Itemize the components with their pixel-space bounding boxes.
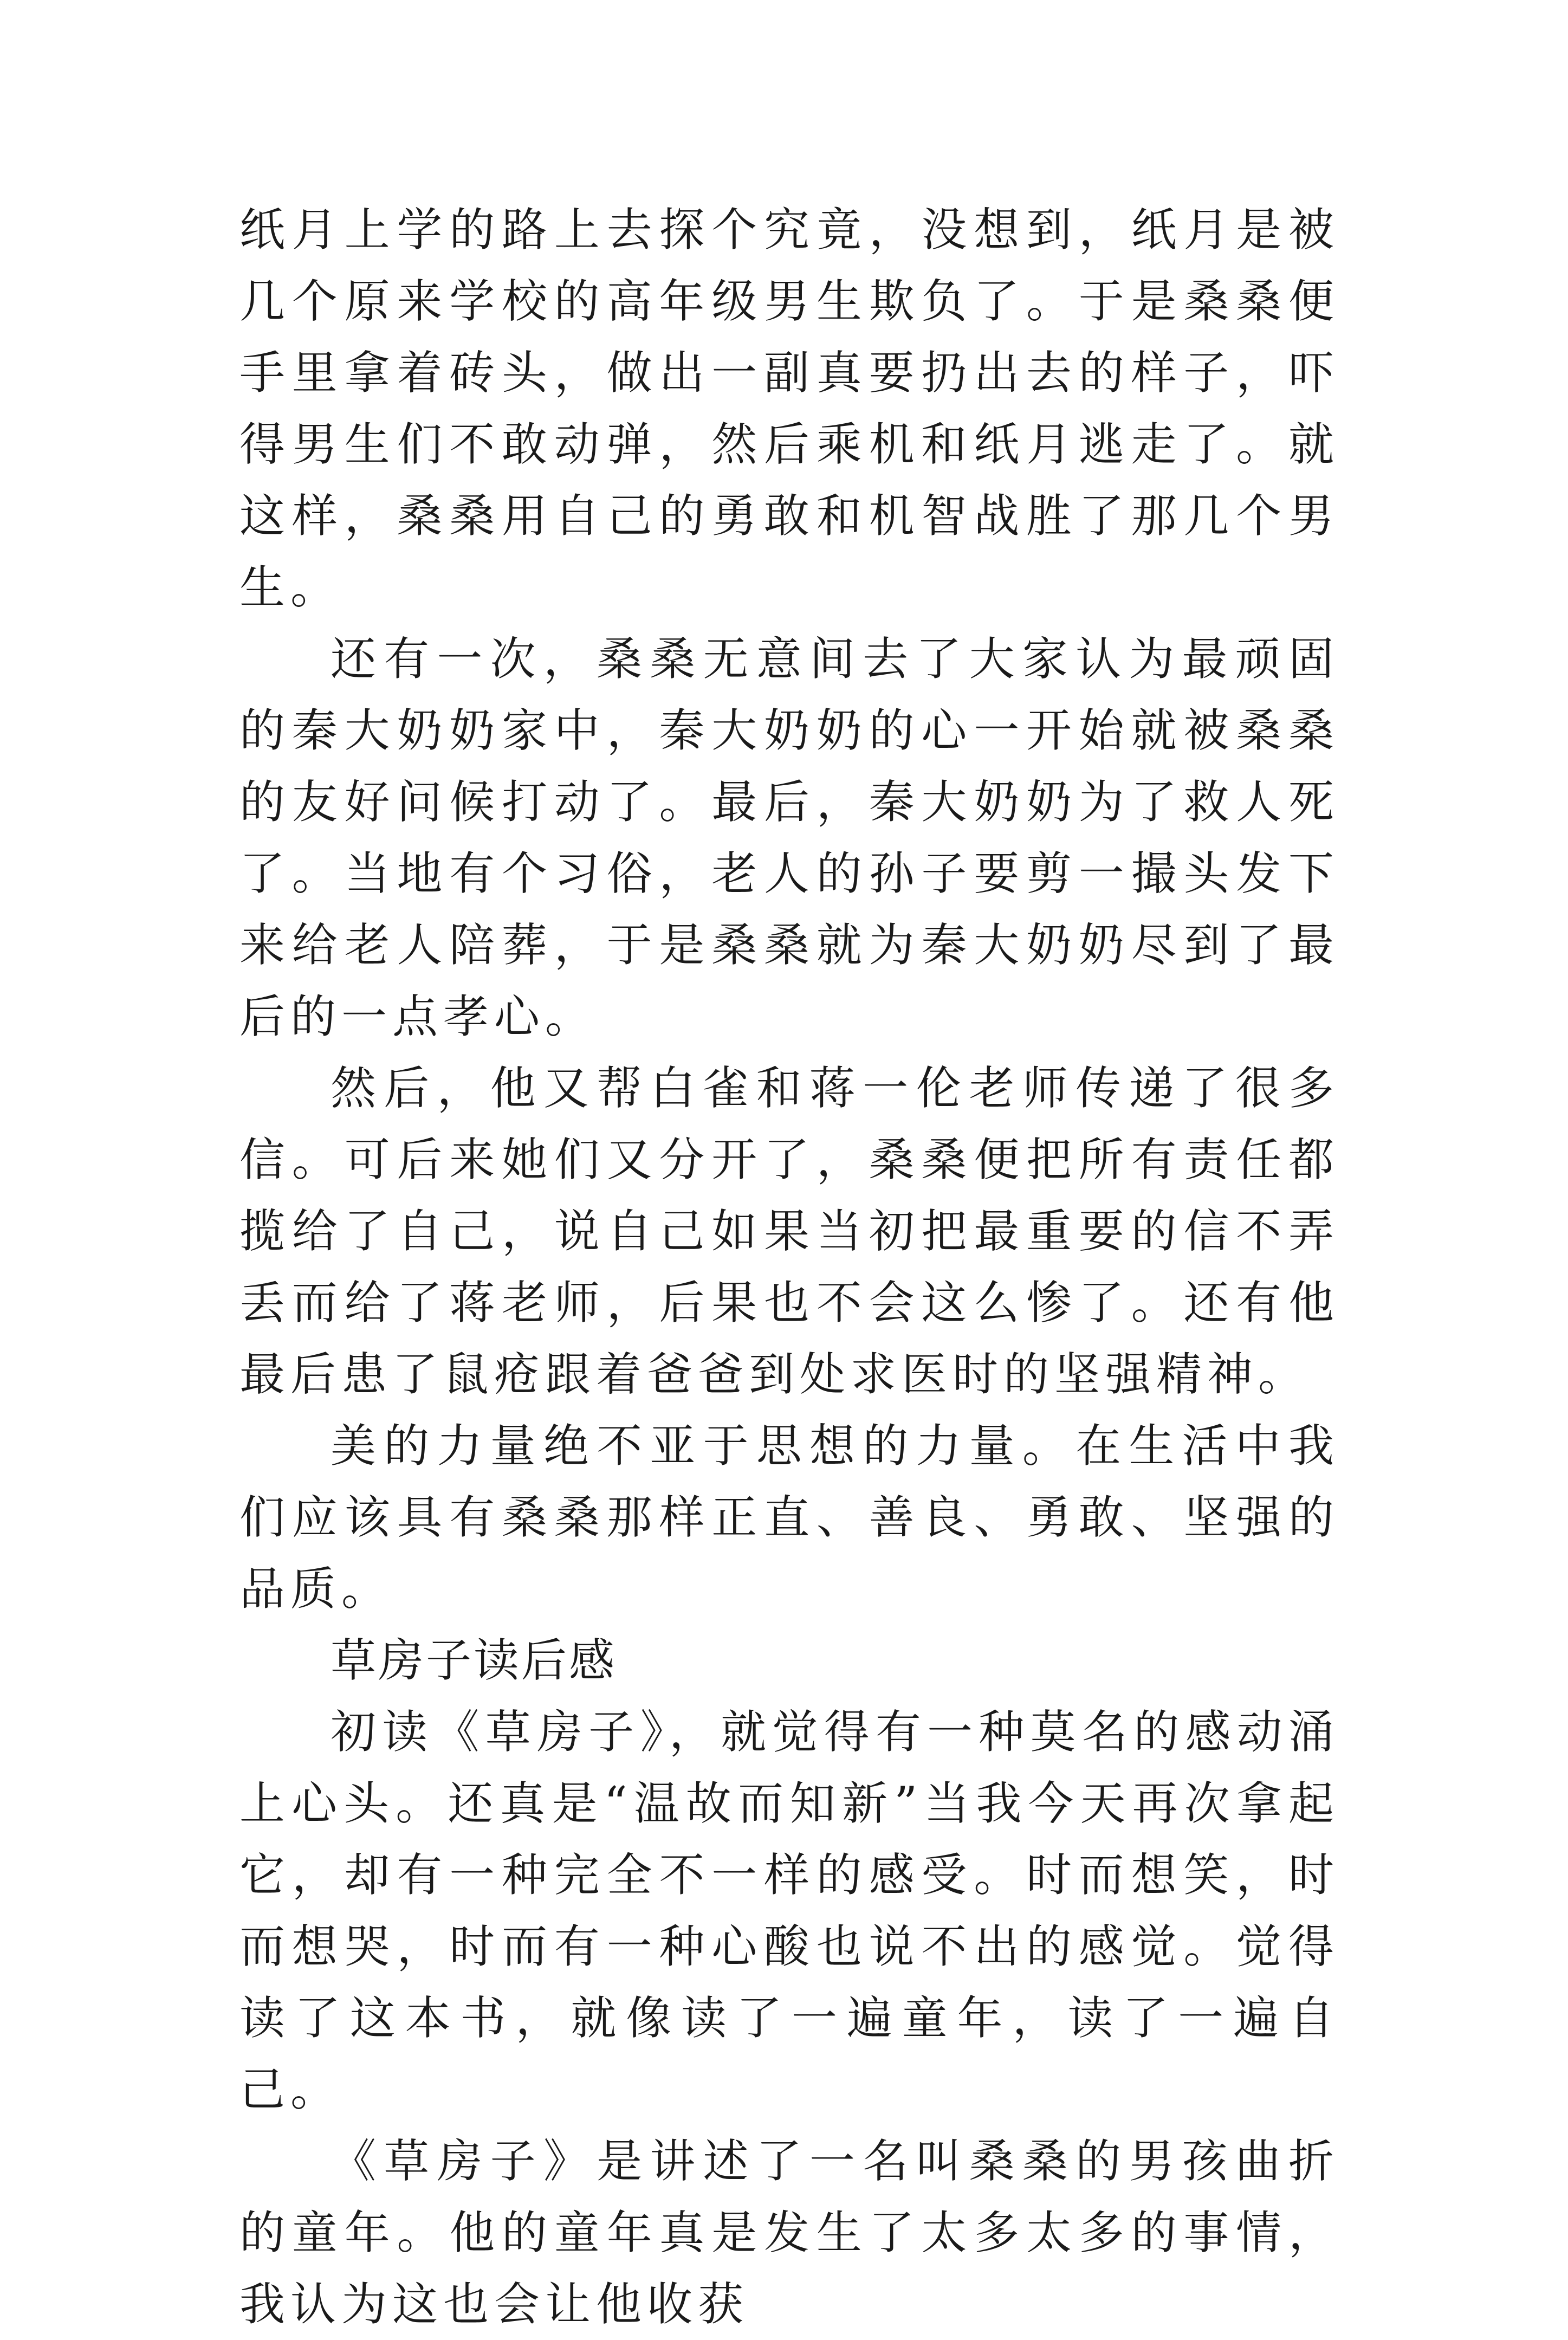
paragraph-6: 《草房子》是讲述了一名叫桑桑的男孩曲折的童年。他的童年真是发生了太多太多的事情，我认为这也会让他收获 xyxy=(239,2135,1339,2331)
body-text xyxy=(239,194,1339,2340)
paragraph-4: 美的力量绝不亚于思想的力量。在生活中我们应该具有桑桑那样正直、善良、勇敢、坚强的品质。 xyxy=(239,1419,1339,1615)
paragraph-3: 然后，他又帮白雀和蒋一伦老师传递了很多信。可后来她们又分开了，桑桑便把所有责任都揽给了自己，说自己如果当初把最重要的信不弄丢而给了蒋老师，后果也不会这么惨了。还有他最后患了鼠疮跟着爸爸到处求医时的坚强精神。 xyxy=(239,1062,1339,1401)
paragraph-1: 纸月上学的路上去探个究竟，没想到，纸月是被几个原来学校的高年级男生欺负了。于是桑桑便手里拿着砖头，做出一副真要扔出去的样子，吓得男生们不敢动弹，然后乘机和纸月逃走了。就这样，桑桑用自己的勇敢和机智战胜了那几个男生。 xyxy=(239,203,1339,614)
paragraph-5: 初读《草房子》，就觉得有一种莫名的感动涌上心头。还真是“温故而知新”当我今天再次拿起它，却有一种完全不一样的感受。时而想笑，时而想哭，时而有一种心酸也说不出的感觉。觉得读了这本书，就像读了一遍童年，读了一遍自己。 xyxy=(239,1705,1339,2116)
section-title: 草房子读后感 xyxy=(331,1634,617,1687)
paragraph-2: 还有一次，桑桑无意间去了大家认为最顽固的秦大奶奶家中，秦大奶奶的心一开始就被桑桑的友好问候打动了。最后，秦大奶奶为了救人死了。当地有个习俗，老人的孙子要剪一撮头发下来给老人陪葬，于是桑桑就为秦大奶奶尽到了最后的一点孝心。 xyxy=(239,632,1339,1043)
